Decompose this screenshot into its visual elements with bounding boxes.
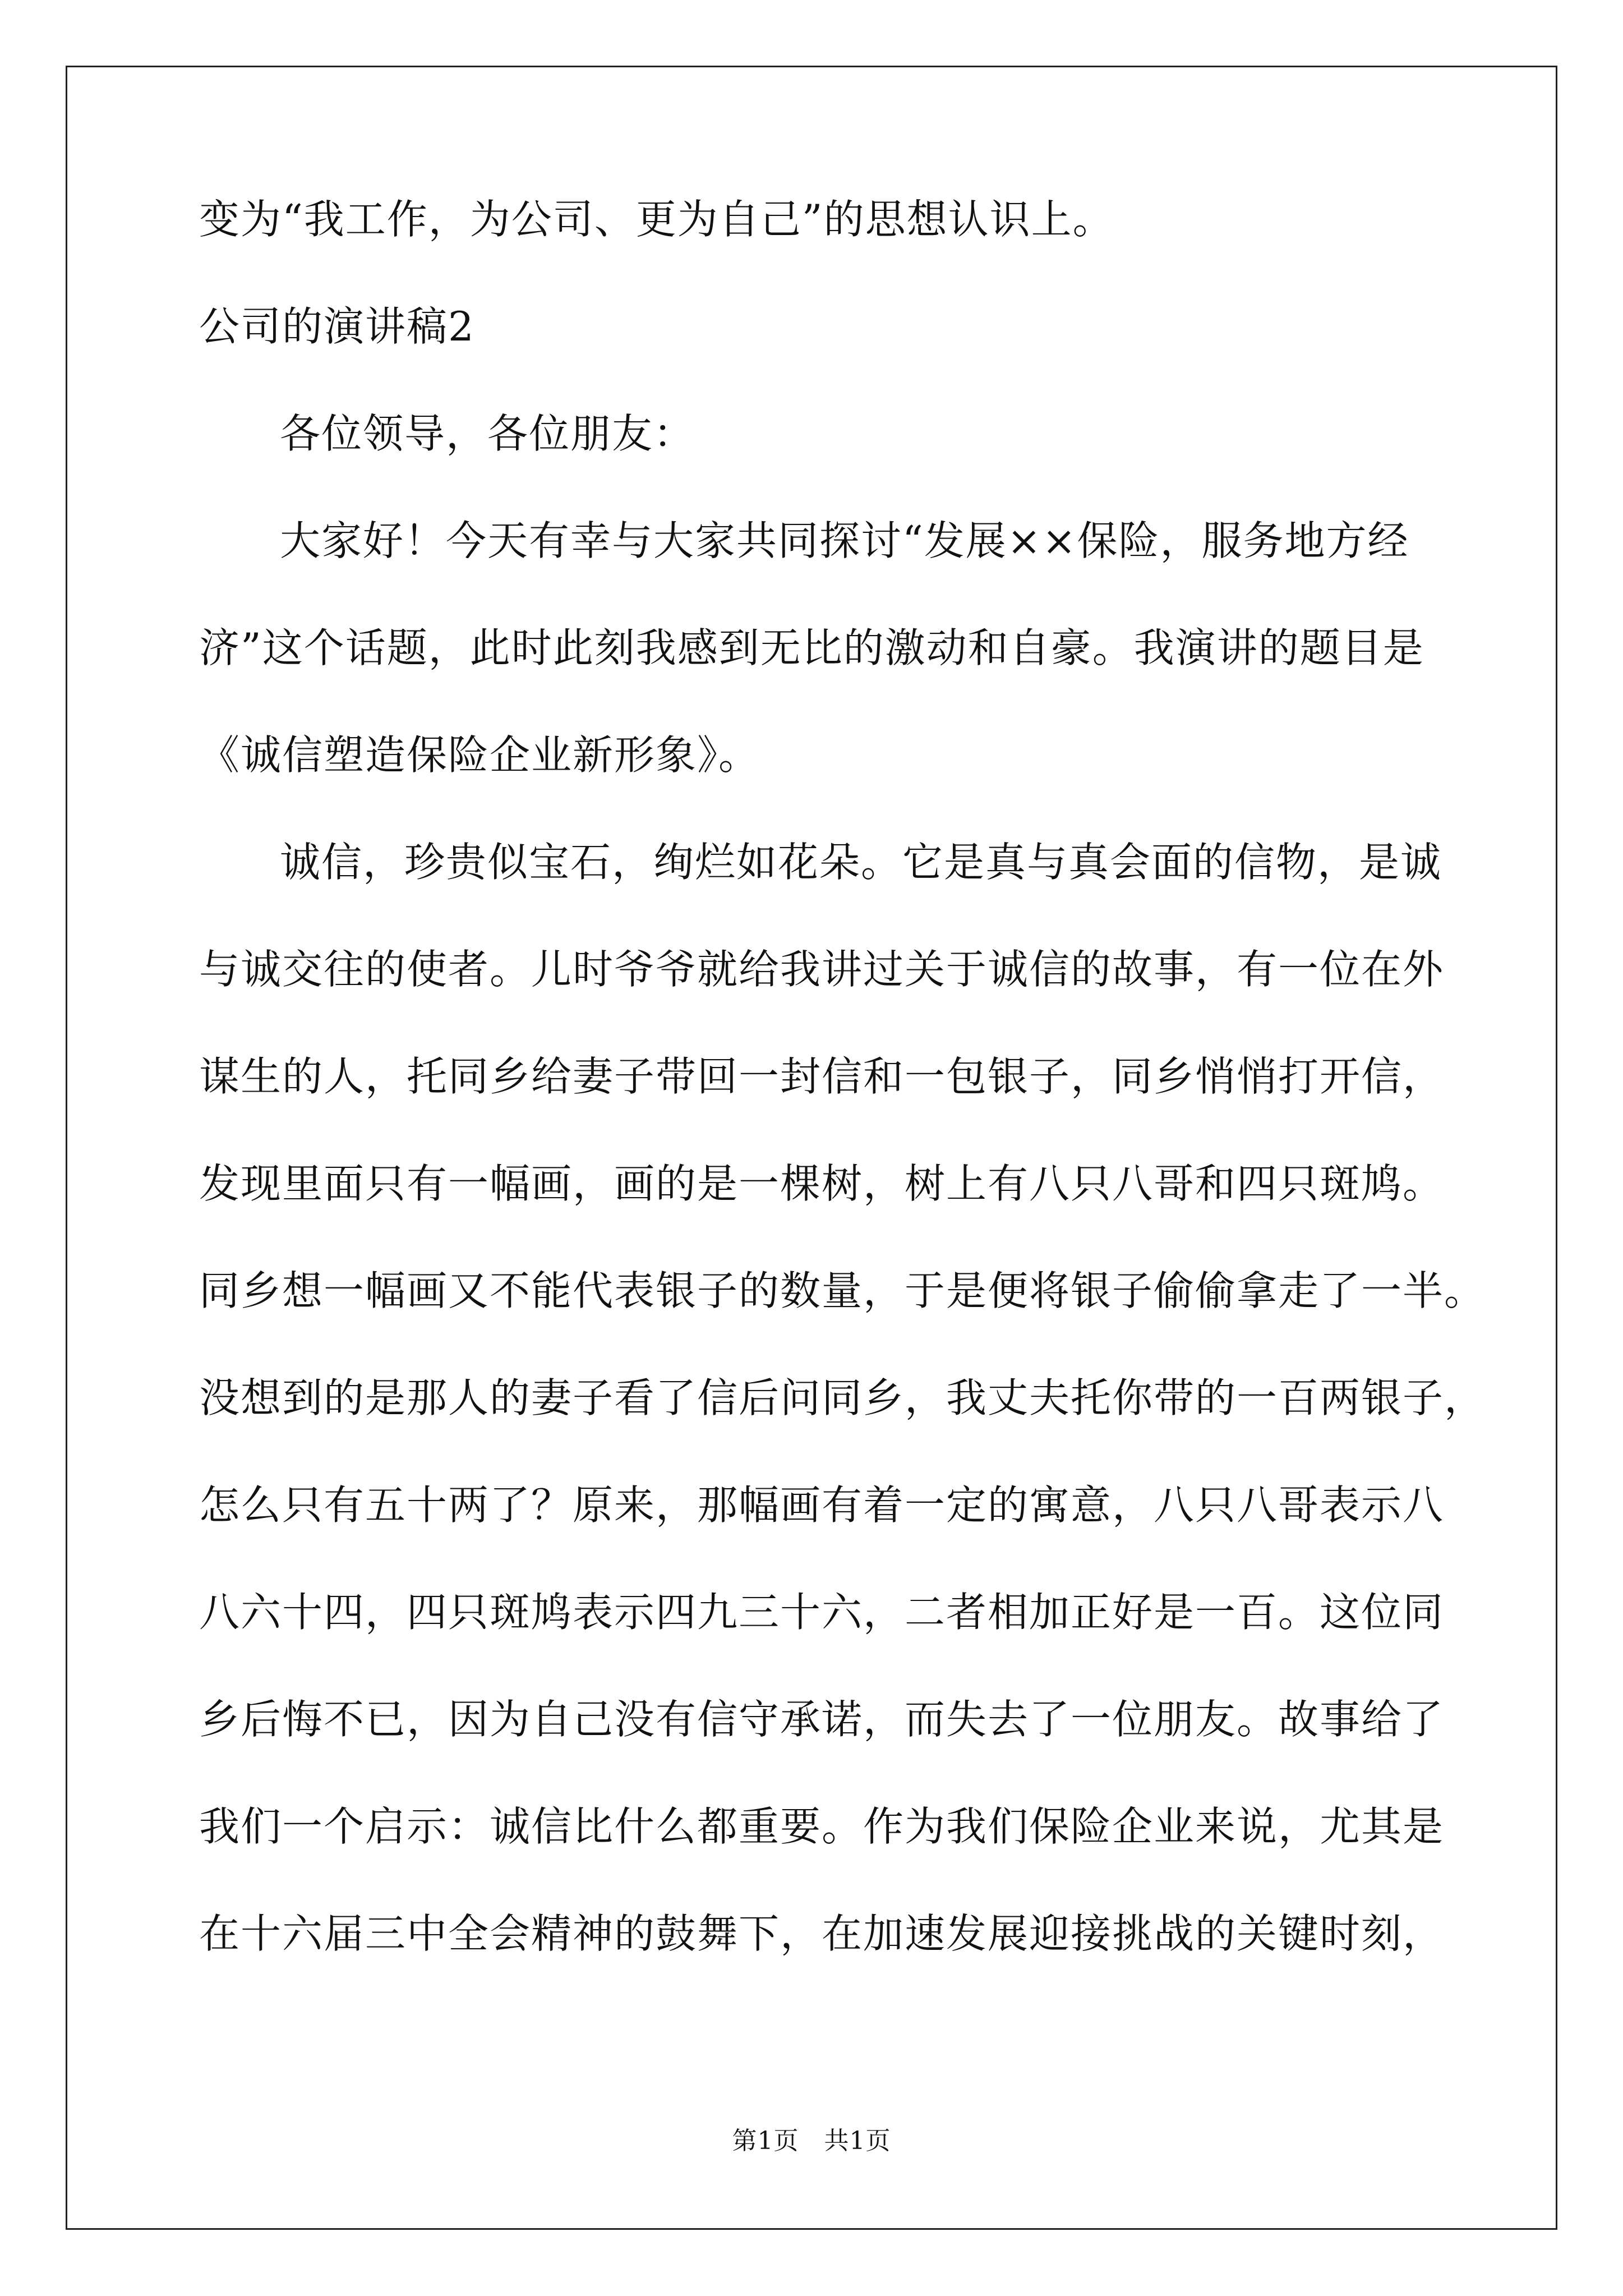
text-line-15: 乡后悔不已，因为自己没有信守承诺，而失去了一位朋友。故事给了 bbox=[199, 1696, 1445, 1743]
text-line-5: 济”这个话题，此时此刻我感到无比的激动和自豪。我演讲的题目是 bbox=[199, 624, 1424, 671]
section-heading: 公司的演讲稿2 bbox=[199, 303, 475, 350]
text-line-17: 在十六届三中全会精神的鼓舞下，在加速发展迎接挑战的关键时刻， bbox=[199, 1910, 1445, 1957]
text-line-4: 大家好！今天有幸与大家共同探讨“发展××保险，服务地方经 bbox=[280, 517, 1409, 564]
salutation: 各位领导，各位朋友： bbox=[280, 410, 695, 457]
text-line-1: 变为“我工作，为公司、更为自己”的思想认识上。 bbox=[199, 196, 1114, 243]
text-line-8: 与诚交往的使者。儿时爷爷就给我讲过关于诚信的故事，有一位在外 bbox=[199, 946, 1445, 993]
text-line-11: 同乡想一幅画又不能代表银子的数量，于是便将银子偷偷拿走了一半。 bbox=[199, 1267, 1486, 1314]
text-line-7: 诚信，珍贵似宝石，绚烂如花朵。它是真与真会面的信物，是诚 bbox=[280, 839, 1442, 886]
page-footer: 第1页 共1页 bbox=[732, 2127, 891, 2155]
text-line-13: 怎么只有五十两了？原来，那幅画有着一定的寓意，八只八哥表示八 bbox=[199, 1481, 1445, 1529]
text-line-16: 我们一个启示：诚信比什么都重要。作为我们保险企业来说，尤其是 bbox=[199, 1803, 1445, 1850]
text-line-9: 谋生的人，托同乡给妻子带回一封信和一包银子，同乡悄悄打开信， bbox=[199, 1053, 1445, 1100]
text-line-10: 发现里面只有一幅画，画的是一棵树，树上有八只八哥和四只斑鸠。 bbox=[199, 1160, 1445, 1207]
text-line-12: 没想到的是那人的妻子看了信后问同乡，我丈夫托你带的一百两银子， bbox=[199, 1374, 1486, 1421]
text-line-6: 《诚信塑造保险企业新形象》。 bbox=[199, 731, 760, 779]
document-body bbox=[199, 196, 1486, 2021]
text-line-14: 八六十四，四只斑鸠表示四九三十六，二者相加正好是一百。这位同 bbox=[199, 1589, 1445, 1636]
